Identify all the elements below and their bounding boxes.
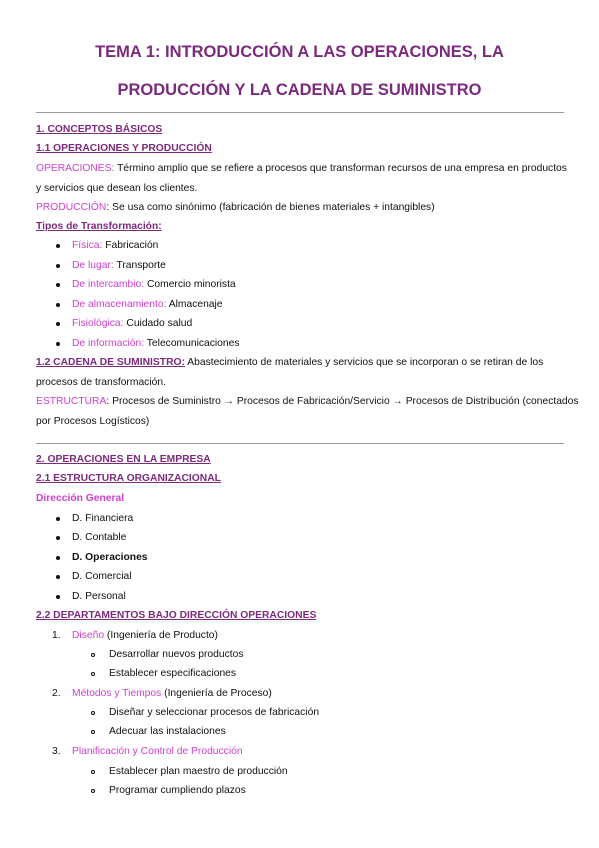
tipo-item <box>72 259 166 272</box>
list-number: 3. <box>52 746 61 757</box>
bullet-icon <box>56 264 60 268</box>
departamento-item: D. Financiera <box>72 513 134 524</box>
sub-list-item: Diseñar y seleccionar procesos de fabricación <box>109 707 320 718</box>
list-item-planificacion <box>72 745 243 758</box>
document-title <box>0 33 599 109</box>
produccion-definition <box>36 201 435 214</box>
departamento-item: D. Contable <box>72 532 127 543</box>
tipo-value: Cuidado salud <box>123 318 193 329</box>
subsection-2-2-heading: 2.2 DEPARTAMENTOS BAJO DIRECCIÓN OPERACIONES <box>36 610 317 621</box>
tipo-term: De información: <box>72 338 145 349</box>
circle-bullet-icon <box>91 789 95 793</box>
tipo-term: De almacenamiento: <box>72 299 167 310</box>
bullet-icon <box>56 595 60 599</box>
bullet-icon <box>56 517 60 521</box>
tipo-value: Telecomunicaciones <box>144 338 240 349</box>
sub-list-item: Programar cumpliendo plazos <box>109 785 246 796</box>
list-term: Métodos y Tiempos <box>72 688 162 699</box>
tipo-value: Almacenaje <box>166 299 223 310</box>
tipo-value: Transporte <box>113 260 166 271</box>
cadena-definition-line-1 <box>36 356 543 369</box>
circle-bullet-icon <box>91 672 95 676</box>
tipo-item <box>72 298 223 311</box>
divider <box>36 112 564 113</box>
bullet-icon <box>56 575 60 579</box>
list-item-diseno <box>72 629 218 642</box>
circle-bullet-icon <box>91 653 95 657</box>
title-line-2: PRODUCCIÓN Y LA CADENA DE SUMINISTRO <box>117 81 482 99</box>
cadena-text: Abastecimiento de materiales y servicios que se incorporan o se retiran de los <box>184 357 544 368</box>
operaciones-term: OPERACIONES: <box>36 163 115 174</box>
bullet-icon <box>56 244 60 248</box>
tipo-term: Física: <box>72 240 103 251</box>
section-2-heading: 2. OPERACIONES EN LA EMPRESA <box>36 454 211 465</box>
bullet-icon <box>56 283 60 287</box>
list-paren: (Ingeniería de Proceso) <box>161 688 272 699</box>
bullet-icon <box>56 342 60 346</box>
circle-bullet-icon <box>91 770 95 774</box>
direccion-general-label: Dirección General <box>36 493 125 504</box>
list-paren: (Ingeniería de Producto) <box>104 630 218 641</box>
bullet-icon <box>56 322 60 326</box>
list-term: Diseño <box>72 630 105 641</box>
bullet-icon <box>56 556 60 560</box>
tipo-item <box>72 278 236 291</box>
bullet-icon <box>56 303 60 307</box>
cadena-definition-line-2: procesos de transformación. <box>36 377 166 388</box>
operaciones-text: Término amplio que se refiere a procesos que transforman recursos de una empresa en productos <box>114 163 567 174</box>
tipo-item <box>72 317 192 330</box>
tipo-term: Fisiológica: <box>72 318 124 329</box>
produccion-colon: : <box>106 202 110 213</box>
list-number: 1. <box>52 630 61 641</box>
departamento-item: D. Comercial <box>72 571 132 582</box>
bullet-icon <box>56 536 60 540</box>
estructura-term: ESTRUCTURA <box>36 396 107 407</box>
section-1-heading: 1. CONCEPTOS BÁSICOS <box>36 124 163 135</box>
list-term: Planificación y Control de Producción <box>72 746 243 757</box>
operaciones-definition-line-1 <box>36 162 567 175</box>
tipo-item <box>72 337 240 350</box>
list-item-metodos <box>72 687 272 700</box>
sub-list-item: Adecuar las instalaciones <box>109 726 226 737</box>
estructura-line-2: por Procesos Logísticos) <box>36 416 150 427</box>
sub-list-item: Establecer plan maestro de producción <box>109 766 288 777</box>
tipo-item <box>72 239 158 252</box>
divider <box>36 443 564 444</box>
estructura-line-1 <box>36 395 579 408</box>
sub-list-item: Establecer especificaciones <box>109 668 237 679</box>
circle-bullet-icon <box>91 711 95 715</box>
circle-bullet-icon <box>91 730 95 734</box>
title-line-1: TEMA 1: INTRODUCCIÓN A LAS OPERACIONES, LA <box>95 43 504 61</box>
produccion-text: Se usa como sinónimo (fabricación de bienes materiales + intangibles) <box>109 202 435 213</box>
estructura-colon: : <box>106 396 110 407</box>
tipo-value: Fabricación <box>102 240 159 251</box>
list-number: 2. <box>52 688 61 699</box>
estructura-text: Procesos de Suministro → Procesos de Fabricación/Servicio → Procesos de Distribución (conectados <box>109 396 579 407</box>
tipo-term: De intercambio: <box>72 279 145 290</box>
subsection-1-1-heading: 1.1 OPERACIONES Y PRODUCCIÓN <box>36 143 212 154</box>
departamento-item-operaciones: D. Operaciones <box>72 552 148 563</box>
tipo-value: Comercio minorista <box>144 279 236 290</box>
subsection-2-1-heading: 2.1 ESTRUCTURA ORGANIZACIONAL <box>36 473 221 484</box>
sub-list-item: Desarrollar nuevos productos <box>109 649 244 660</box>
subsection-1-2-heading: 1.2 CADENA DE SUMINISTRO: <box>36 357 185 368</box>
produccion-term: PRODUCCIÓN <box>36 202 107 213</box>
operaciones-definition-line-2: y servicios que desean los clientes. <box>36 183 198 194</box>
departamento-item: D. Personal <box>72 591 126 602</box>
tipos-heading: Tipos de Transformación: <box>36 221 162 232</box>
tipo-term: De lugar: <box>72 260 114 271</box>
